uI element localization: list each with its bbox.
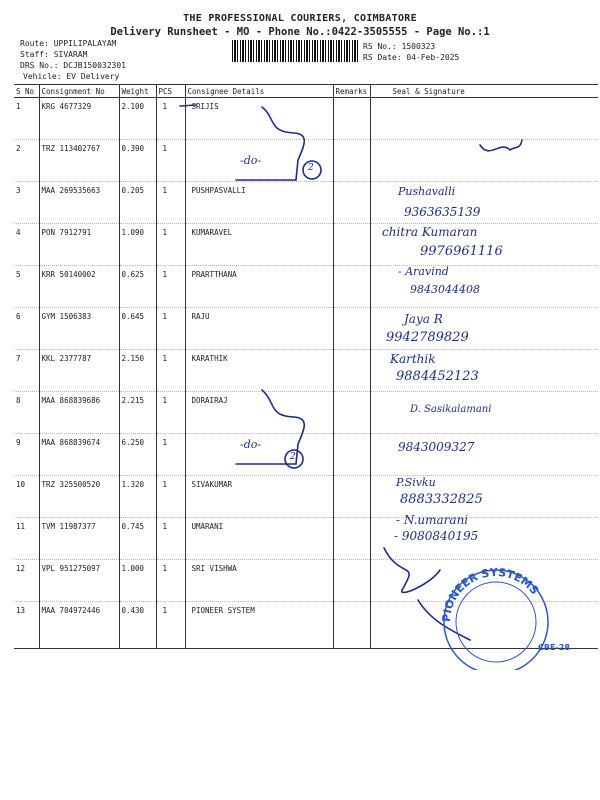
cell-consignee: RAJU bbox=[185, 308, 333, 350]
cell-consignment-no: TVM 11987377 bbox=[39, 518, 119, 560]
signature-8-name: D. Sasikalamani bbox=[410, 404, 492, 415]
runsheet-subtitle: Delivery Runsheet - MO - Phone No.:0422-3505555 - Page No.:1 bbox=[110, 26, 490, 38]
cell-sno: 1 bbox=[14, 98, 39, 140]
cell-weight: 0.745 bbox=[119, 518, 156, 560]
cell-pcs: 1 bbox=[156, 266, 185, 308]
cell-consignee: KUMARAVEL bbox=[185, 224, 333, 266]
cell-consignee: PIONEER SYSTEM bbox=[185, 602, 333, 649]
cell-sno: 3 bbox=[14, 182, 39, 224]
company-title: THE PROFESSIONAL COURIERS, COIMBATORE bbox=[183, 13, 417, 24]
cell-sno: 12 bbox=[14, 560, 39, 602]
cell-weight: 1.320 bbox=[119, 476, 156, 518]
cell-weight: 0.205 bbox=[119, 182, 156, 224]
vehicle-label: Vehicle: EV Delivery bbox=[23, 72, 120, 81]
signature-10-name: P.Sivku bbox=[396, 476, 436, 489]
cell-consignee: SIVAKUMAR bbox=[185, 476, 333, 518]
signature-11-name: - N.umarani bbox=[396, 513, 469, 527]
signature-7-phone: 9884452123 bbox=[396, 369, 479, 384]
cell-consignment-no: KKL 2377787 bbox=[39, 350, 119, 392]
cell-consignee: DORAIRAJ bbox=[185, 392, 333, 434]
cell-consignment-no: MAA 704972446 bbox=[39, 602, 119, 649]
cell-consignment-no: KRR 50140002 bbox=[39, 266, 119, 308]
col-weight: Weight bbox=[119, 85, 156, 98]
cell-sno: 11 bbox=[14, 518, 39, 560]
signature-6-phone: 9942789829 bbox=[386, 330, 469, 345]
cell-consignee: UMARANI bbox=[185, 518, 333, 560]
signature-3-phone: 9363635139 bbox=[404, 205, 481, 219]
cell-pcs: 1 bbox=[156, 434, 185, 476]
cell-sno: 13 bbox=[14, 602, 39, 649]
signature-3-name: Pushavalli bbox=[398, 185, 456, 198]
cell-weight: 2.150 bbox=[119, 350, 156, 392]
pioneer-systems-stamp bbox=[420, 560, 570, 670]
cell-sno: 8 bbox=[14, 392, 39, 434]
stamp-text: PIONEER SYSTEMS bbox=[439, 565, 542, 623]
cell-weight: 0.645 bbox=[119, 308, 156, 350]
cell-consignment-no: TRZ 113402767 bbox=[39, 140, 119, 182]
ditto-mark-2: -do- bbox=[240, 438, 262, 451]
stamp-code: CBE-28 bbox=[538, 643, 570, 652]
cell-weight: 2.215 bbox=[119, 392, 156, 434]
signature-6-name: Jaya R bbox=[404, 312, 443, 326]
rs-date-label: RS Date: 04-Feb-2025 bbox=[363, 53, 460, 62]
svg-text:PIONEER SYSTEMS bbox=[440, 566, 541, 622]
cell-consignment-no: TRZ 325500520 bbox=[39, 476, 119, 518]
signature-4-phone: 9976961116 bbox=[420, 244, 503, 259]
cell-pcs: 1 bbox=[156, 308, 185, 350]
col-signature: Seal & Signature bbox=[370, 85, 598, 98]
ditto-mark-1: -do- bbox=[240, 154, 262, 167]
cell-weight: 1.000 bbox=[119, 560, 156, 602]
cell-consignment-no: VPL 951275097 bbox=[39, 560, 119, 602]
cell-consignment-no: MAA 868839686 bbox=[39, 392, 119, 434]
cell-weight: 1.090 bbox=[119, 224, 156, 266]
cell-sno: 4 bbox=[14, 224, 39, 266]
signature-11-phone: - 9080840195 bbox=[394, 529, 479, 543]
cell-pcs: 1 bbox=[156, 224, 185, 266]
cell-pcs: 1 bbox=[156, 476, 185, 518]
ditto-count-1: 2 bbox=[308, 163, 314, 173]
cell-consignee: PUSHPASVALLI bbox=[185, 182, 333, 224]
cell-pcs: 1 bbox=[156, 392, 185, 434]
cell-sno: 10 bbox=[14, 476, 39, 518]
cell-weight: 0.430 bbox=[119, 602, 156, 649]
signature-5-phone: 9843044408 bbox=[410, 283, 480, 296]
signature-4-name: chitra Kumaran bbox=[382, 225, 478, 239]
rs-no-label: RS No.: 1500323 bbox=[363, 42, 436, 51]
cell-consignment-no: KRG 4677329 bbox=[39, 98, 119, 140]
cell-weight: 0.625 bbox=[119, 266, 156, 308]
cell-consignee: KARATHIK bbox=[185, 350, 333, 392]
col-sno: S No bbox=[14, 85, 39, 98]
signature-5-name: - Aravind bbox=[398, 265, 449, 278]
cell-sno: 2 bbox=[14, 140, 39, 182]
drs-label: DRS No.: DCJB150032301 bbox=[20, 61, 126, 70]
cell-consignee: SRI VISHWA bbox=[185, 560, 333, 602]
cell-pcs: 1 bbox=[156, 350, 185, 392]
cell-sno: 7 bbox=[14, 350, 39, 392]
cell-consignment-no: MAA 868839674 bbox=[39, 434, 119, 476]
cell-consignee: SRIJIS bbox=[185, 98, 333, 140]
col-pcs: PCS bbox=[156, 85, 185, 98]
signature-9-phone: 9843009327 bbox=[398, 440, 475, 454]
signature-7-name: Karthik bbox=[390, 352, 436, 366]
signature-10-phone: 8883332825 bbox=[400, 492, 483, 507]
staff-label: Staff: SIVARAM bbox=[20, 50, 88, 59]
col-consignee: Consignee Details bbox=[185, 85, 333, 98]
cell-sno: 6 bbox=[14, 308, 39, 350]
cell-pcs: 1 bbox=[156, 602, 185, 649]
cell-weight: 6.250 bbox=[119, 434, 156, 476]
cell-consignee: PRARTTHANA bbox=[185, 266, 333, 308]
ditto-count-2: 2 bbox=[290, 452, 296, 462]
col-remarks: Remarks bbox=[333, 85, 370, 98]
cell-pcs: 1 bbox=[156, 560, 185, 602]
cell-consignment-no: MAA 269535663 bbox=[39, 182, 119, 224]
cell-weight: 0.390 bbox=[119, 140, 156, 182]
cell-pcs: 1 bbox=[156, 140, 185, 182]
route-label: Route: UPPILIPALAYAM bbox=[20, 39, 117, 48]
cell-sno: 5 bbox=[14, 266, 39, 308]
cell-pcs: 1 bbox=[156, 518, 185, 560]
cell-sno: 9 bbox=[14, 434, 39, 476]
cell-weight: 2.100 bbox=[119, 98, 156, 140]
col-consignment: Consignment No bbox=[39, 85, 119, 98]
cell-consignment-no: GYM 1506383 bbox=[39, 308, 119, 350]
cell-pcs: 1 bbox=[156, 182, 185, 224]
cell-pcs: 1 bbox=[156, 98, 185, 140]
cell-consignment-no: PON 7912791 bbox=[39, 224, 119, 266]
